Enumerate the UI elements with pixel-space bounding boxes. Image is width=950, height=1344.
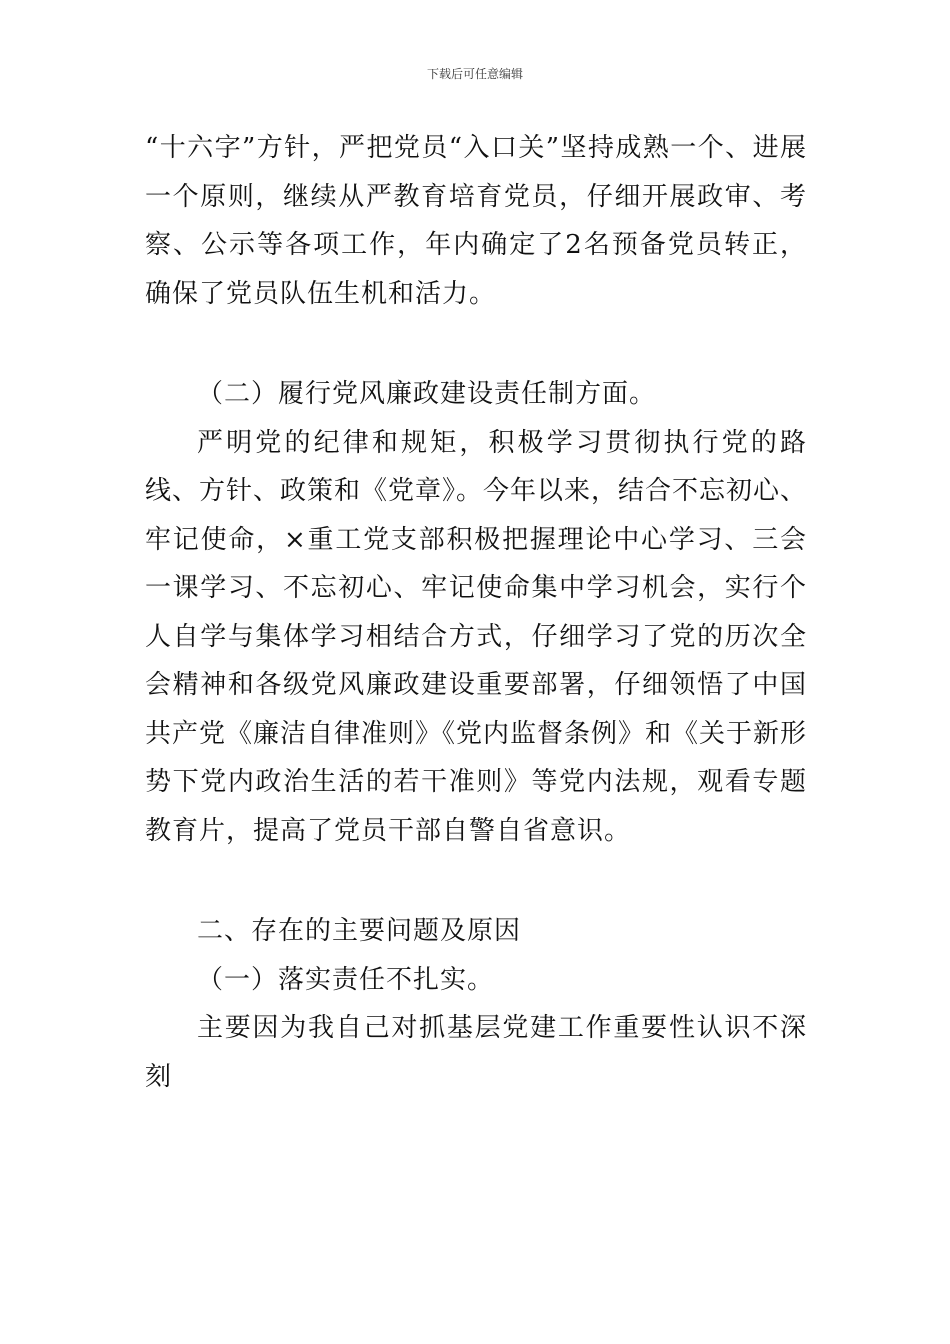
section-heading-2: （二）履行党风廉政建设责任制方面。 xyxy=(197,379,657,409)
section-heading-1: （一）落实责任不扎实。 xyxy=(197,964,495,995)
paragraph-3: 主要因为我自己对抓基层党建工作重要性认识不深刻 xyxy=(145,1013,807,1092)
paragraph-2: 严明党的纪律和规矩，积极学习贯彻执行党的路线、方针、政策和《党章》。今年以来，结合不忘初心、牢记使命，×重工党支部积极把握理论中心学习、三会一课学习、不忘初心、牢记使命集中学习机会，实行个人自学与集体学习相结合方式，仔细学习了党的历次全会精神和各级党风廉政建设重要部署，仔细领悟了中国共产党《廉洁自律准则》《党内监督条例》和《关于新形势下党内政治生活的若干准则》等党内法规，观看专题教育片，提高了党员干部自警自省意识。 xyxy=(145,427,808,846)
page-header: 下载后可任意编辑 xyxy=(426,67,523,81)
document-body xyxy=(145,124,807,1101)
chapter-heading-2: 二、存在的主要问题及原因 xyxy=(197,916,522,946)
paragraph-1: “十六字”方针，严把党员“入口关”坚持成熟一个、进展一个原则，继续从严教育培育党员，仔细开展政审、考察、公示等各项工作，年内确定了2名预备党员转正，确保了党员队伍生机和活力。 xyxy=(145,133,807,309)
